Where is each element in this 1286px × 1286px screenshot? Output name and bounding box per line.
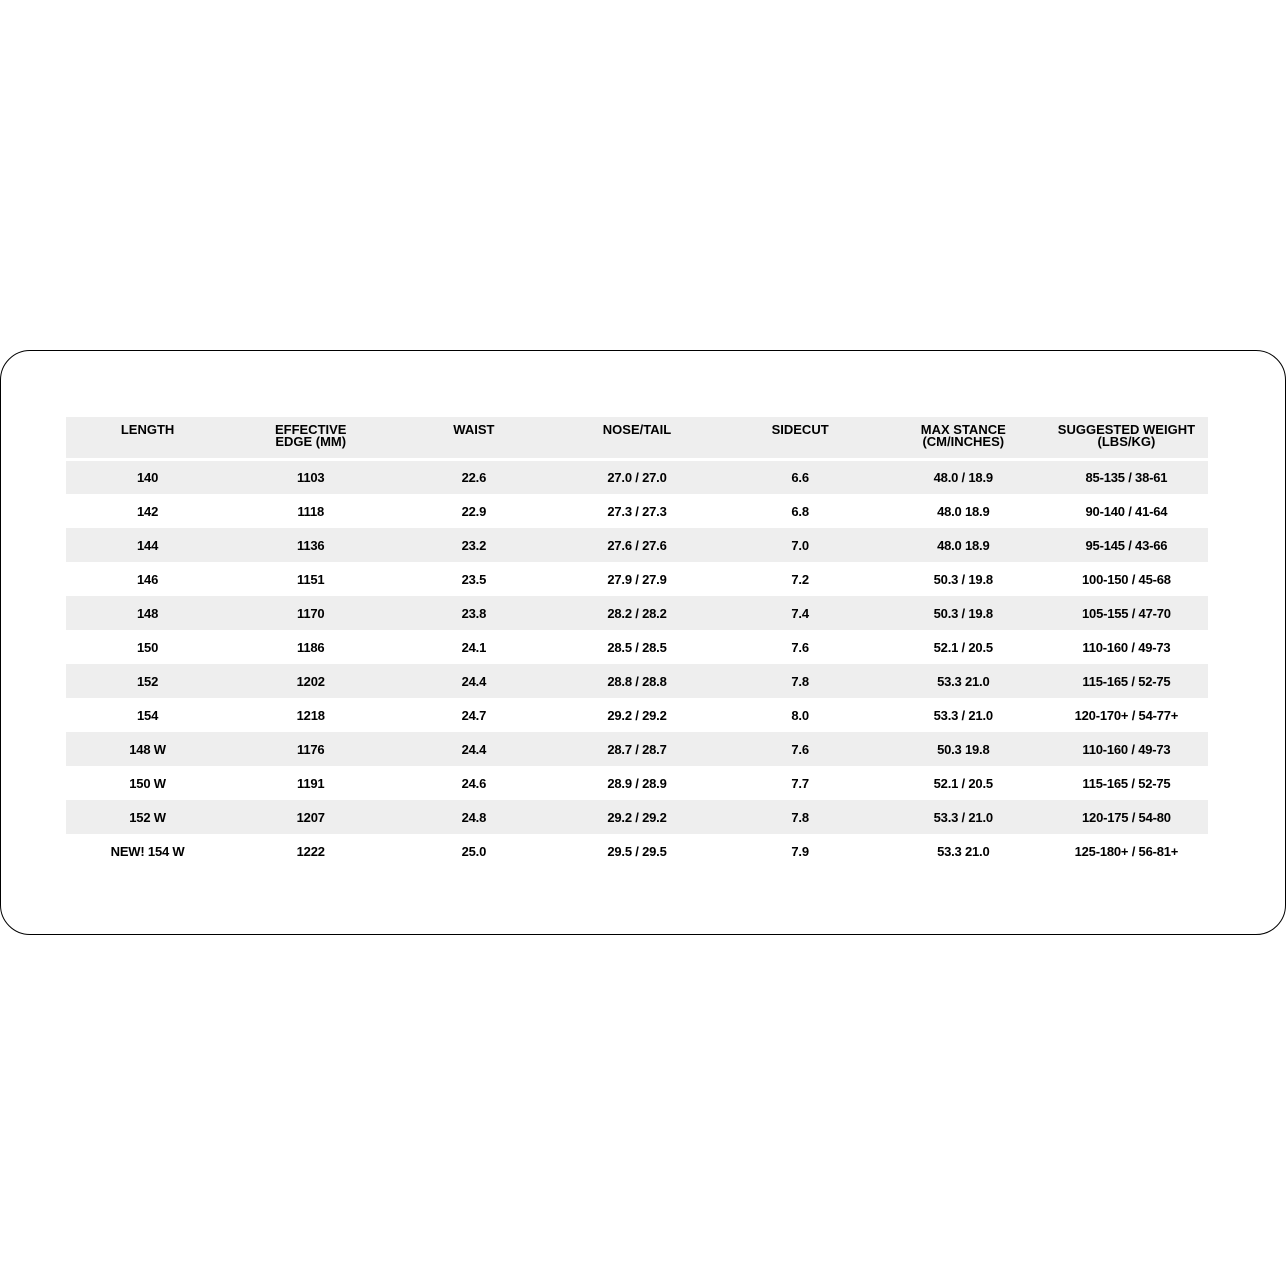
cell-suggested-weight: 120-175 / 54-80 xyxy=(1045,800,1208,834)
cell-suggested-weight: 85-135 / 38-61 xyxy=(1045,461,1208,494)
cell-suggested-weight: 125-180+ / 56-81+ xyxy=(1045,834,1208,868)
cell-suggested-weight: 115-165 / 52-75 xyxy=(1045,766,1208,800)
cell-waist: 22.6 xyxy=(392,461,555,494)
cell-max-stance: 48.0 / 18.9 xyxy=(882,461,1045,494)
cell-effective-edge: 1222 xyxy=(229,834,392,868)
table-row xyxy=(66,461,1208,494)
cell-max-stance: 50.3 / 19.8 xyxy=(882,562,1045,596)
cell-length: 150 xyxy=(66,630,229,664)
cell-length: 152 W xyxy=(66,800,229,834)
cell-suggested-weight: 105-155 / 47-70 xyxy=(1045,596,1208,630)
cell-waist: 23.2 xyxy=(392,528,555,562)
cell-waist: 23.8 xyxy=(392,596,555,630)
table-row xyxy=(66,834,1208,868)
cell-sidecut: 7.9 xyxy=(719,834,882,868)
cell-length: 148 xyxy=(66,596,229,630)
cell-effective-edge: 1218 xyxy=(229,698,392,732)
table-row xyxy=(66,494,1208,528)
cell-nose-tail: 29.5 / 29.5 xyxy=(555,834,718,868)
cell-sidecut: 7.8 xyxy=(719,664,882,698)
cell-nose-tail: 27.0 / 27.0 xyxy=(555,461,718,494)
cell-nose-tail: 28.7 / 28.7 xyxy=(555,732,718,766)
cell-length: 154 xyxy=(66,698,229,732)
cell-suggested-weight: 110-160 / 49-73 xyxy=(1045,732,1208,766)
cell-max-stance: 50.3 / 19.8 xyxy=(882,596,1045,630)
cell-max-stance: 53.3 / 21.0 xyxy=(882,698,1045,732)
cell-sidecut: 7.2 xyxy=(719,562,882,596)
cell-sidecut: 7.8 xyxy=(719,800,882,834)
table-row xyxy=(66,528,1208,562)
size-spec-table xyxy=(66,417,1208,868)
cell-sidecut: 8.0 xyxy=(719,698,882,732)
cell-max-stance: 53.3 21.0 xyxy=(882,664,1045,698)
col-header-waist: WAIST xyxy=(392,417,555,461)
cell-effective-edge: 1170 xyxy=(229,596,392,630)
header-row xyxy=(66,417,1208,461)
cell-effective-edge: 1191 xyxy=(229,766,392,800)
cell-effective-edge: 1136 xyxy=(229,528,392,562)
cell-effective-edge: 1207 xyxy=(229,800,392,834)
cell-max-stance: 50.3 19.8 xyxy=(882,732,1045,766)
cell-nose-tail: 29.2 / 29.2 xyxy=(555,800,718,834)
cell-length: 146 xyxy=(66,562,229,596)
cell-max-stance: 52.1 / 20.5 xyxy=(882,766,1045,800)
cell-sidecut: 7.6 xyxy=(719,732,882,766)
table-body xyxy=(66,461,1208,868)
table-row xyxy=(66,562,1208,596)
cell-nose-tail: 27.3 / 27.3 xyxy=(555,494,718,528)
cell-length: 142 xyxy=(66,494,229,528)
cell-max-stance: 48.0 18.9 xyxy=(882,494,1045,528)
cell-nose-tail: 28.8 / 28.8 xyxy=(555,664,718,698)
cell-max-stance: 53.3 21.0 xyxy=(882,834,1045,868)
cell-waist: 24.4 xyxy=(392,732,555,766)
col-header-suggested-weight: SUGGESTED WEIGHT (LBS/KG) xyxy=(1045,417,1208,461)
cell-suggested-weight: 110-160 / 49-73 xyxy=(1045,630,1208,664)
cell-suggested-weight: 120-170+ / 54-77+ xyxy=(1045,698,1208,732)
cell-sidecut: 6.8 xyxy=(719,494,882,528)
cell-waist: 24.8 xyxy=(392,800,555,834)
cell-nose-tail: 28.5 / 28.5 xyxy=(555,630,718,664)
table-header xyxy=(66,417,1208,461)
table-row xyxy=(66,800,1208,834)
table-row xyxy=(66,664,1208,698)
col-header-max-stance: MAX STANCE (CM/INCHES) xyxy=(882,417,1045,461)
col-header-length: LENGTH xyxy=(66,417,229,461)
cell-sidecut: 7.0 xyxy=(719,528,882,562)
col-header-nose-tail: NOSE/TAIL xyxy=(555,417,718,461)
table-row xyxy=(66,732,1208,766)
cell-sidecut: 7.4 xyxy=(719,596,882,630)
table-row xyxy=(66,630,1208,664)
cell-sidecut: 7.6 xyxy=(719,630,882,664)
cell-suggested-weight: 100-150 / 45-68 xyxy=(1045,562,1208,596)
cell-suggested-weight: 95-145 / 43-66 xyxy=(1045,528,1208,562)
cell-sidecut: 7.7 xyxy=(719,766,882,800)
cell-suggested-weight: 90-140 / 41-64 xyxy=(1045,494,1208,528)
cell-nose-tail: 27.9 / 27.9 xyxy=(555,562,718,596)
col-header-effective-edge: EFFECTIVE EDGE (MM) xyxy=(229,417,392,461)
table-row xyxy=(66,766,1208,800)
cell-effective-edge: 1118 xyxy=(229,494,392,528)
col-header-sidecut: SIDECUT xyxy=(719,417,882,461)
cell-effective-edge: 1103 xyxy=(229,461,392,494)
cell-effective-edge: 1176 xyxy=(229,732,392,766)
cell-sidecut: 6.6 xyxy=(719,461,882,494)
cell-max-stance: 53.3 / 21.0 xyxy=(882,800,1045,834)
cell-nose-tail: 28.2 / 28.2 xyxy=(555,596,718,630)
cell-length: 140 xyxy=(66,461,229,494)
cell-waist: 24.7 xyxy=(392,698,555,732)
cell-suggested-weight: 115-165 / 52-75 xyxy=(1045,664,1208,698)
cell-nose-tail: 28.9 / 28.9 xyxy=(555,766,718,800)
cell-length: 150 W xyxy=(66,766,229,800)
cell-length: 152 xyxy=(66,664,229,698)
cell-effective-edge: 1202 xyxy=(229,664,392,698)
cell-waist: 24.1 xyxy=(392,630,555,664)
cell-max-stance: 52.1 / 20.5 xyxy=(882,630,1045,664)
cell-waist: 22.9 xyxy=(392,494,555,528)
cell-max-stance: 48.0 18.9 xyxy=(882,528,1045,562)
cell-length: 148 W xyxy=(66,732,229,766)
table-row xyxy=(66,698,1208,732)
cell-length: 144 xyxy=(66,528,229,562)
table-row xyxy=(66,596,1208,630)
cell-nose-tail: 27.6 / 27.6 xyxy=(555,528,718,562)
cell-effective-edge: 1186 xyxy=(229,630,392,664)
cell-waist: 24.6 xyxy=(392,766,555,800)
cell-waist: 24.4 xyxy=(392,664,555,698)
cell-waist: 25.0 xyxy=(392,834,555,868)
cell-effective-edge: 1151 xyxy=(229,562,392,596)
cell-length: NEW! 154 W xyxy=(66,834,229,868)
cell-nose-tail: 29.2 / 29.2 xyxy=(555,698,718,732)
cell-waist: 23.5 xyxy=(392,562,555,596)
